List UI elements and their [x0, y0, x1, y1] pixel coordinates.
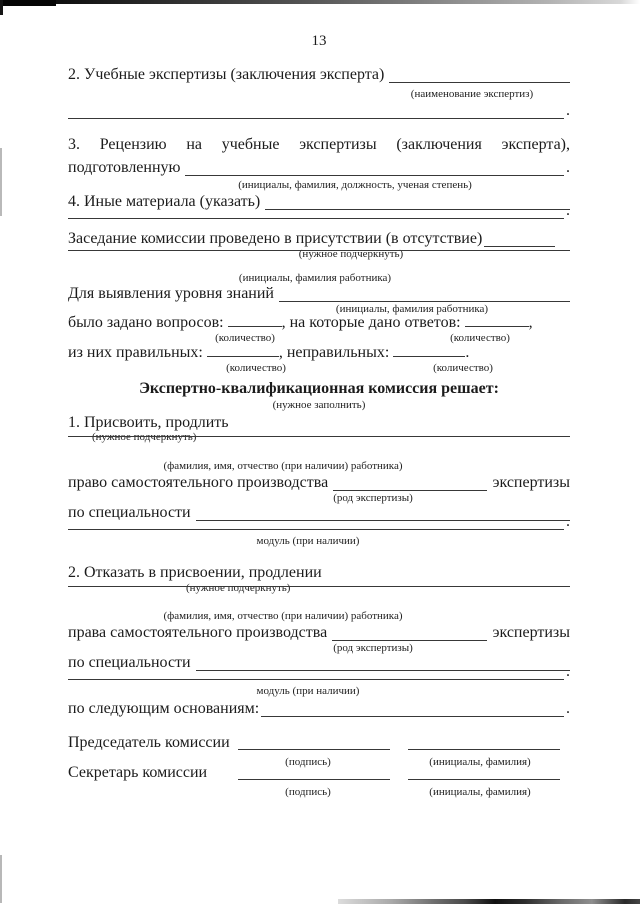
fio-hint: (фамилия, имя, отчество (при наличии) работника)	[163, 610, 403, 622]
item2-label: 2. Учебные экспертизы (заключения эксперта)	[68, 66, 385, 83]
module-hint: модуль (при наличии)	[256, 685, 360, 697]
meeting-worker-line	[68, 250, 570, 254]
underline-hint: (нужное подчеркнуть)	[298, 248, 404, 260]
decision2-deny-line	[68, 622, 570, 644]
underline-hint: (нужное подчеркнуть)	[92, 431, 197, 443]
expertise-word: экспертизы	[492, 474, 570, 491]
signature-hint: (подпись)	[285, 756, 331, 768]
scan-artifact-left-edge-top	[0, 0, 3, 15]
specialty-label: по специальности	[68, 654, 191, 671]
line-period: .	[566, 663, 570, 680]
decision1-module-line	[68, 511, 570, 533]
grounds-label: по следующим основаниям:	[68, 700, 260, 717]
specialty-label: по специальности	[68, 504, 191, 521]
grant-label: право самостоятельного производства	[68, 474, 329, 491]
decision1-grant-line	[68, 472, 570, 494]
page-number: 13	[311, 33, 327, 49]
chairman-label: Председатель комиссии	[68, 734, 230, 751]
item2-hint: (наименование экспертиз)	[410, 88, 534, 100]
fio-hint: (фамилия, имя, отчество (при наличии) работника)	[163, 460, 403, 472]
decision2-label: 2. Отказать в присвоении, продлении	[68, 564, 322, 581]
line-period: .	[465, 344, 470, 361]
fill-hint: (нужное заполнить)	[272, 399, 366, 411]
initials-hint: (инициалы, фамилия)	[429, 786, 531, 798]
signature-gap	[390, 732, 408, 754]
worker-hint: (инициалы, фамилия работника)	[335, 303, 489, 315]
quantity-hint: (количество)	[450, 332, 510, 344]
results-correct-blank	[207, 343, 279, 357]
secretary-hint-row	[68, 786, 570, 799]
blank-line	[68, 250, 570, 251]
blank-line	[68, 100, 564, 119]
blank-line	[68, 661, 564, 680]
decision2-module-hint-row	[68, 685, 570, 698]
chairman-initials-blank	[408, 732, 560, 750]
deny-label: права самостоятельного производства	[68, 624, 328, 641]
module-hint: модуль (при наличии)	[256, 535, 360, 547]
expertise-kind-blank	[333, 472, 486, 491]
item4-label: 4. Иные материала (указать)	[68, 193, 261, 210]
chairman-signature-blank	[238, 732, 390, 750]
scan-artifact-top-left	[0, 0, 56, 6]
blank-line	[68, 586, 570, 587]
chairman-signature-line	[68, 732, 570, 754]
line-period: .	[566, 513, 570, 530]
questions-line	[68, 312, 570, 334]
decision1-module-hint-row	[68, 535, 570, 548]
item3-blank-line	[185, 157, 564, 176]
quantity-hint: (количество)	[226, 362, 286, 374]
underline-hint: (нужное подчеркнуть)	[186, 582, 291, 594]
scan-artifact-left-edge-mid	[0, 148, 2, 216]
signature-gap	[390, 762, 408, 784]
results-hint-row	[68, 362, 570, 375]
knowledge-line	[68, 283, 570, 305]
item3-line1: 3. Рецензию на учебные экспертизы (заключения эксперта),	[68, 136, 570, 153]
line-period: .	[566, 102, 570, 119]
expertise-word: экспертизы	[492, 624, 570, 641]
results-correct-label: из них правильных:	[68, 344, 203, 361]
line-comma: ,	[528, 314, 533, 331]
expertise-kind-hint: (род экспертизы)	[333, 642, 413, 654]
quantity-hint: (количество)	[433, 362, 493, 374]
form-content	[68, 0, 570, 905]
blank-line	[68, 436, 570, 437]
secretary-signature-blank	[238, 762, 390, 780]
line-period: .	[566, 700, 570, 717]
item4-continuation-line	[68, 200, 570, 222]
decision1-fio-line	[68, 436, 570, 440]
commission-hint-row	[68, 399, 570, 412]
knowledge-blank	[279, 283, 570, 302]
quantity-hint: (количество)	[215, 332, 275, 344]
results-line	[68, 342, 570, 364]
item2-line	[68, 64, 570, 86]
meeting-line	[68, 228, 570, 250]
scan-artifact-left-edge-bottom	[0, 855, 2, 903]
knowledge-label: Для выявления уровня знаний	[68, 285, 274, 302]
results-incorrect-blank	[393, 343, 465, 357]
worker-hint: (инициалы, фамилия работника)	[238, 272, 392, 284]
item3-line2-label: подготовленную	[68, 159, 181, 176]
secretary-initials-blank	[408, 762, 560, 780]
blank-line	[68, 200, 564, 219]
expertise-kind-blank	[332, 622, 486, 641]
expertise-kind-hint: (род экспертизы)	[333, 492, 413, 504]
item2-continuation-line	[68, 100, 570, 122]
commission-heading: Экспертно-квалификационная комиссия решает:	[139, 380, 499, 397]
initials-hint: (инициалы, фамилия)	[429, 756, 531, 768]
item3-hint: (инициалы, фамилия, должность, ученая степень)	[238, 179, 472, 191]
meeting-label: Заседание комиссии проведено в присутствии (в отсутствие)	[68, 230, 483, 247]
item2-blank-line	[389, 64, 570, 83]
blank-line	[68, 511, 564, 530]
results-incorrect-label: , неправильных:	[278, 344, 390, 361]
grounds-line	[68, 698, 570, 720]
line-period: .	[566, 202, 570, 219]
questions-answered-label: , на которые дано ответов:	[281, 314, 461, 331]
secretary-signature-line	[68, 762, 570, 784]
questions-answered-blank	[465, 313, 529, 327]
item3-line2	[68, 157, 570, 179]
decision2-fio-line	[68, 586, 570, 590]
line-period: .	[566, 159, 570, 176]
meeting-blank	[484, 228, 555, 247]
questions-asked-blank	[228, 313, 282, 327]
grounds-blank	[261, 698, 564, 717]
signature-hint: (подпись)	[285, 786, 331, 798]
decision1-label: 1. Присвоить, продлить	[68, 414, 229, 431]
secretary-label: Секретарь комиссии	[68, 764, 208, 781]
questions-asked-label: было задано вопросов:	[68, 314, 224, 331]
decision2-module-line	[68, 661, 570, 683]
